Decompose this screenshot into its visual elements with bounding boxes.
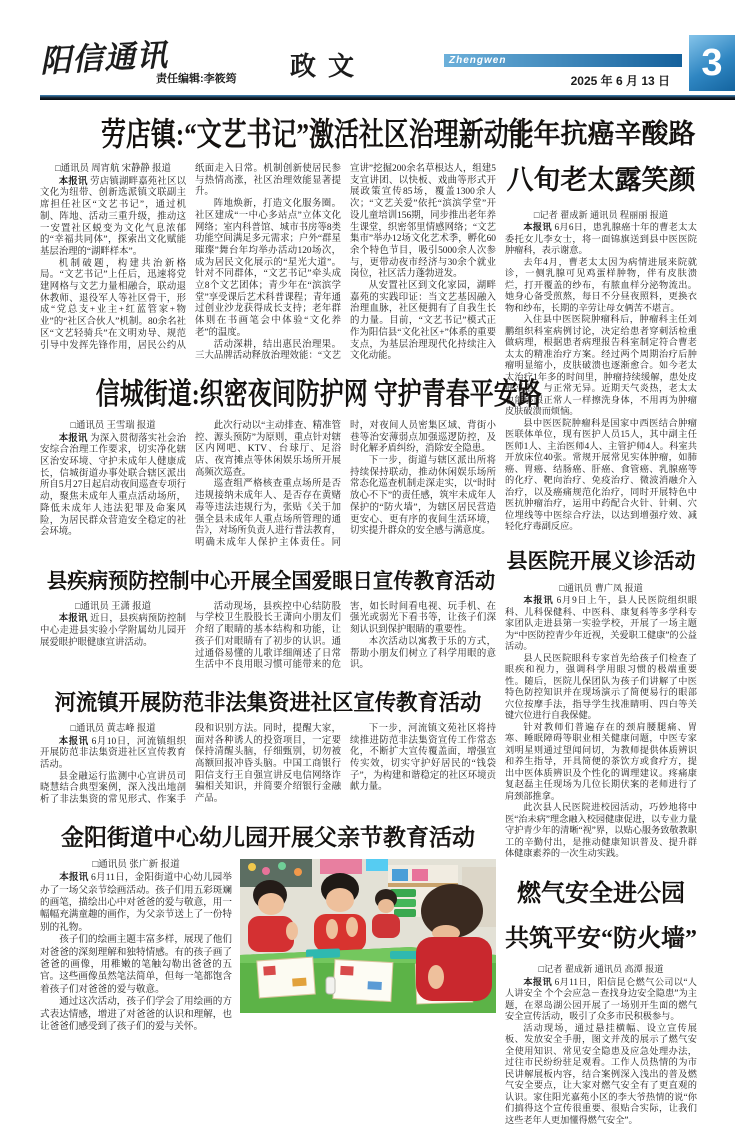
page-header [39, 34, 723, 95]
article-hospital [505, 539, 697, 860]
article-jinyang-text [40, 859, 232, 1034]
paragraph: 活动现场，通过悬挂横幅、设立宣传展板、发放安全手册，图文并茂的展示了燃气安全使用知识、常见安全隐患及应急处理办法，过往市民纷纷驻足观看。工作人员热情的为市民讲解展板内容，结合案例深入浅出的普及燃气安全要点，让大家对燃气安全有了更直观的认识。家住阳光嘉苑小区的李大爷热情的说“你们搞得这个宣传很重要、很贴合实际，让我们这些老年人更加懂得燃气安全”。 [505, 1022, 697, 1125]
article-cdc [40, 559, 496, 672]
paragraph: 去年4月，曹老太太因为病情进展来院就诊，一侧乳腺可见鸡蛋样肿物，伴有皮肤溃烂，打开覆盖的纱布，有脓血样分泌物流出。她身心备受煎熬，每日不分昼夜照料，更换衣物和纱布，长期的辛劳让母女俩苦不堪言。 [505, 256, 697, 313]
paragraph: 巡查组严格核查重点场所是否违规接纳未成年人、是否存在黄赌毒等违法违规行为，张贴《关于加强全县未成年人重点场所管理的通告》，对场所负责人进行普法教育，明确未成年人保护主体责任。同时，对夜间人员密集区域、背街小巷等治安薄弱点加强巡逻防控，及时化解矛盾纠纷，消除安全隐患。 [195, 420, 496, 548]
paragraph: 机制破题，构建共治新格局。“文艺书记”上任后，迅速将党建网格与文艺力量相融合，联动退休教师、退役军人等社区骨干，形成“党总支+业主+红蓝管家+物业”的“社区合伙人”机制。80余名社区“文艺轻骑兵”在文明劝导、规范引导中发挥先锋作用，居民公约从纸面走入日常。机制创新使居民参与热情高涨，社区治理效能显著提升。 [40, 164, 341, 351]
paragraph: 针对教师们普遍存在的颈肩腰腿痛、胃寒、睡眠障碍等职业相关健康问题，中医专家刘明星则通过望闻问切，为教师提供体质辨识和养生指导，开具简便的茶饮方或食疗方，提出中医体质辨识及个性化的调理建议。疼痛康复赵磊主任现场为几位长期伏案的老师进行了肩颈部推拿。 [505, 721, 697, 801]
article-jinyang-byline: □通讯员 张广新 报道 [92, 858, 180, 870]
header-divider [40, 95, 735, 100]
article-hospital-body [505, 583, 697, 860]
masthead-logo: 阳信通讯 [39, 37, 169, 79]
article-gas-body [505, 964, 697, 1126]
article-hospital-headline: 县医院开展义诊活动 [506, 548, 696, 573]
paragraph: 通过这次活动，孩子们学会了用绘画的方式表达情感，增进了对爸爸的认识和理解，也让爸爸们感受到了孩子们的爱与关怀。 [40, 996, 232, 1033]
article-laodian-body [40, 164, 496, 363]
paragraph: 本报讯 6月11日，阳信昆仑燃气公司以“人人讲安全 个个会应急－查找身边安全隐患”为主题，在翠岛湖公园开展了一场别开生面的燃气安全宣传活动，吸引了众多市民积极参与。 [505, 976, 697, 1022]
article-jinyang-photo-children-drawing [240, 859, 496, 1013]
right-column [505, 107, 697, 1132]
article-xincheng-byline: □通讯员 王雪瑞 报道 [70, 420, 156, 431]
article-cdc-headline: 县疾病预防控制中心开展全国爱眼日宣传教育活动 [46, 568, 496, 593]
editor-credit: 责任编辑:李筱筠 [156, 73, 237, 85]
paragraph: 此次县人民医院进校园活动，巧妙地将中医“治未病”理念融入校园健康促进，以专业力量守护青少年的清晰“视”界，以贴心服务致敬教职工的辛勤付出，是推动健康知识普及、提升群体健康素养的一次生动实践。 [505, 802, 697, 859]
article-heliu-body [40, 724, 496, 807]
article-xincheng-headline: 信城街道:织密夜间防护网 守护青春平安路 [95, 377, 542, 411]
paragraph: 本次活动以寓教于乐的方式，帮助小朋友们树立了科学用眼的意识。 [350, 636, 496, 671]
paragraph: 从安置社区到文化家园，湖畔嘉苑的实践印证：当文艺基因融入治理血脉，社区便拥有了自我生长的力量。目前，“文艺书记”模式正作为阳信县“文化社区+”体系的重要支点，为基层治理现代化持续注入文化动能。 [350, 281, 496, 362]
article-cancer [505, 109, 697, 533]
paragraph: 县人民医院眼科专家首先给孩子们检查了眼疾和视力，强调科学用眼习惯的极端重要性。随后，医院儿保团队为孩子们讲解了中医特色防控知识并在现场演示了简便易行的眼部穴位按摩手法，指导学生找准睛明、四白等关键穴位进行自我保健。 [505, 652, 697, 721]
paragraph: 活动深耕，结出惠民治理果。三大品牌活动释放治理效能：“文艺宣讲”挖掘200余名草根达人，组建5支宣讲团、以快板、戏曲等形式开展政策宣传85场，覆盖1300余人次；“文艺关爱”依托“滨滨学堂”开设儿童培训156期，同步推出老年养生课堂，织密邻里情感网络；“文艺集市”举办12场文化艺术季，孵化60余个特色节目，吸引5000余人次参与，更带动夜市经济与30余个就业岗位，社区活力蓬勃迸发。 [195, 164, 496, 362]
paragraph: 下一步，河流镇文苑社区将持续推进防范非法集资宣传工作常态化，不断扩大宣传覆盖面，增强宣传实效，切实守护好居民的“钱袋子”，为构建和谐稳定的社区环境贡献力量。 [350, 723, 496, 793]
page-number-badge: 3 [689, 35, 735, 91]
paragraph: 本报讯 6月9日上午，县人民医院组织眼科、儿科保健科、中医科、康复科等多学科专家团队走进县第一实验学校，开展了一场主题为“中医防控青少年近视，关爱职工健康”的公益活动。 [505, 595, 698, 652]
left-column [40, 107, 542, 1132]
section-title: 政文 [290, 51, 367, 81]
paragraph: 本报讯 6月6日，患乳腺癌十年的曹老太太委托女儿李女士，将一面锦旗送到县中医医院肿瘤科，表示谢意。 [505, 222, 697, 256]
paragraph: 阵地焕新，打造文化服务圈。社区建成“一中心多站点”立体文化网络；室内科普馆、城市书房等8类功能空间满足多元需求；户外“群星璀璨”舞台年均举办活动120场次，成为居民文化展示的“星光大道”。针对不同群体，“文艺书记”牵头成立8个文艺团体；青少年在“滨滨学堂”享受课后艺术科普课程；青年通过创业沙龙获得成长支持；老年群体则在书画笔会中体验“文化养老”的温度。 [195, 199, 341, 338]
paragraph: 本报讯 近日，县疾病预防控制中心走进县实验小学附属幼儿园开展爱眼护眼健康宣讲活动。 [40, 614, 186, 648]
paragraph: 本报讯 6月10日，河流镇组织开展防范非法集资进社区宣传教育活动。 [40, 736, 186, 771]
paragraph: 此次行动以“主动排查、精准管控、源头预防”为原则，重点针对辖区内网吧、KTV、台球厅、足浴店、夜宵摊点等休闲娱乐场所开展高频次巡查。 [195, 420, 341, 478]
article-heliu-headline: 河流镇开展防范非法集资进社区宣传教育活动 [54, 689, 482, 715]
paragraph: 本报讯 为深入贯彻落实社会治安综合治理工作要求，切实净化辖区治安环境、守护未成年人健康成长，信城街道办事处联合辖区派出所自5月27日起启动夜间巡查专项行动，聚焦未成年人重点活动场所，降低未成年人违法犯罪及命案风险，为居民群众营造安全稳定的社会环境。 [40, 433, 186, 538]
paragraph: 本报讯 劳店镇湖畔嘉苑社区以文化为纽带、创新选派镇文联副主席担任社区“文艺书记”，通过机制、阵地、活动三重升级，推动这一安置社区蜕变为文化气息浓郁的“幸福共同体”，探索出文化赋能基层治理的“湖畔样本”。 [40, 176, 186, 257]
article-cdc-body [40, 602, 496, 672]
article-gas-headline: 燃气安全进公园 共筑平安“防火墙” [505, 880, 697, 952]
issue-date: 2025 年 6 月 13 日 [570, 74, 670, 88]
article-heliu-byline: □通讯员 黄志峰 报道 [70, 723, 156, 734]
article-jinyang-headline: 金阳街道中心幼儿园开展父亲节教育活动 [61, 824, 475, 850]
paragraph: 活动现场，县疾控中心结防股与学校卫生股股长王潇向小朋友们介绍了眼睛的基本结构和功能，让孩子们对眼睛有了初步的认识。通过通俗易懂的儿歌详细阐述了日常生活中不良用眼习惯可能带来的危害，如长时间看电视、玩手机、在强光或弱光下看书等，让孩子们深刻认识到保护眼睛的重要性。 [195, 601, 496, 671]
paragraph: 县中医医院肿瘤科是国家中西医结合肿瘤医联体单位，现有医护人员15人，其中副主任医师1人、主治医师4人、主管护师4人。科室共开放床位40张。常规开展常见实体肿瘤，如肺癌、胃癌、结肠癌、肝癌、食管癌、乳腺癌等的化疗、靶向治疗、免疫治疗、微波消融介入治疗，以及癌痛规范化治疗，同时开展特色中医抗肿瘤治疗，运用中药配合火针、针刺、穴位埋线等中医综合疗法，以达到增强疗效、减轻化疗毒副反应。 [505, 417, 697, 532]
article-xincheng-body [40, 421, 496, 550]
article-jinyang-body [40, 859, 232, 1034]
paragraph: 本报讯 6月11日，金阳街道中心幼儿园举办了一场父亲节绘画活动。孩子们用五彩斑斓的画笔，描绘出心中对爸爸的爱与敬意，用一幅幅充满童趣的画作，为父亲节送上了一份特别的礼物。 [40, 872, 233, 933]
article-cancer-headline: 十年抗癌辛酸路 八旬老太露笑颜 [506, 119, 696, 196]
article-heliu [40, 681, 496, 807]
paragraph: 下一步，街道与辖区派出所将持续保持联动，推动休闲娱乐场所常态化巡查机制走深走实，以“时时放心不下”的责任感，筑牢未成年人保护的“防火墙”，为辖区居民营造更安心、更有序的夜间生活环境，切实提升群众的安全感与满意度。 [350, 456, 496, 537]
children-classroom-illustration [240, 859, 496, 1013]
section-pinyin-bar: Zhengwen [444, 54, 682, 67]
article-gas-byline: □记者 翟成新 通讯员 高潭 报道 [538, 964, 664, 975]
article-xincheng [40, 369, 542, 550]
article-laodian-headline: 劳店镇:“文艺书记”激活社区治理新动能 [101, 116, 534, 152]
paragraph: 入住县中医医院肿瘤科后，肿瘤科主任刘鹏组织科室病例讨论，决定给患者穿刺活检重做病理，根据患者病理报告科室制定符合曹老太太的精准治疗方案。经过两个周期治疗后肿瘤明显缩小，皮肤破溃也逐渐愈合。如今老太太治疗1年多的时间里，肿瘤持续缓解，患处皮肤平整，与正常无异。近期天气炎热，老太太也能够跟正常人一样擦洗身体，不用再为肿瘤皮肤破溃而烦恼。 [505, 314, 697, 417]
article-gas [505, 868, 697, 1127]
article-cdc-byline: □通讯员 王潇 报道 [75, 601, 151, 612]
article-hospital-byline: □通讯员 曹广凤 报道 [559, 582, 643, 593]
article-laodian-byline: □通讯员 周宵航 宋静静 报道 [55, 164, 171, 174]
article-jinyang [40, 816, 496, 1034]
paragraph: 孩子们的绘画主题丰富多样，展现了他们对爸爸的深刻理解和独特情感。有的孩子画了爸爸的画像，用稚嫩的笔触勾勒出爸爸的五官。这些画像虽然笔法简单，但每一笔都饱含着孩子们对爸爸的爱与敬意。 [40, 934, 232, 995]
article-laodian [40, 109, 534, 363]
article-cancer-byline: □记者 翟成新 通讯员 程丽丽 报道 [533, 209, 669, 220]
paragraph: 县金融运行监测中心宣讲员司晓慧结合典型案例，深入浅出地剖析了非法集资的常见形式、作案手段和识别方法。同时，提醒大家，面对各种诱人的投资项目，一定要保持清醒头脑，仔细甄别，切勿被高额回报冲昏头脑。中国工商银行阳信支行王自强宣讲反电信网络诈骗相关知识，并简要介绍银行金融产品。 [40, 723, 341, 806]
page-body [40, 107, 697, 1132]
